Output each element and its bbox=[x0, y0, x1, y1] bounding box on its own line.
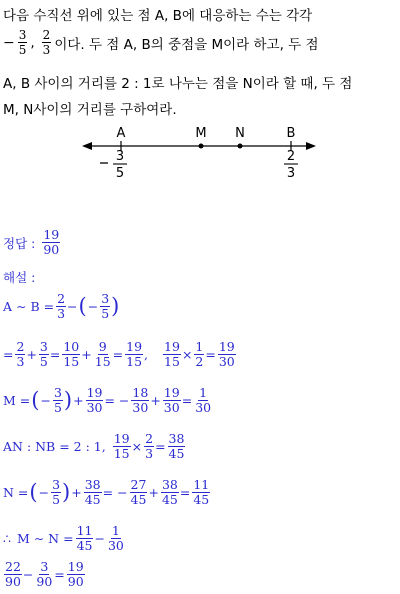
point-b-label: B bbox=[286, 126, 296, 141]
left-arrow-icon bbox=[82, 142, 92, 150]
solution-line-1: A ∼ B = $\frac{2}{3}$ − ( − $\frac{3}{5}$ ) bbox=[3, 291, 120, 321]
answer-value: $\frac{19}{90}$ bbox=[43, 227, 60, 257]
answer-label: 정답 : bbox=[3, 235, 36, 251]
point-n-label: N bbox=[235, 126, 245, 141]
question-line-2: − $\frac{3}{5}$ , $\frac{2}{3}$ 이다. 두 점 A, B의 중점을 M이라 하고, 두 점 bbox=[3, 28, 319, 57]
question-line-4: M, N사이의 거리를 구하여라. bbox=[3, 102, 177, 118]
value-b: $\frac{2}{3}$ bbox=[42, 28, 51, 57]
question-line-3: A, B 사이의 거리를 2 : 1로 나누는 점을 N이라 할 때, 두 점 bbox=[3, 76, 353, 92]
solution-line-5: N = ( − $\frac{3}{5}$ ) + $\frac{38}{45}$ = − $\frac{27}{45}$ + $\frac{38}{45}$ = $\frac{11}{45}$ bbox=[3, 477, 210, 507]
point-m-dot bbox=[199, 144, 204, 149]
point-a-label: A bbox=[116, 126, 126, 141]
solution-line-2: = $\frac{2}{3}$ + $\frac{3}{5}$ = $\frac{10}{15}$ + $\frac{9}{15}$ = $\frac{19}{15}$ , $\frac{19}{15}$ × $\frac{1}{2}$ = $\frac{19}{30}$ bbox=[3, 339, 235, 369]
solution-line-6: ∴ M ∼ N = $\frac{11}{45}$ − $\frac{1}{30}$ bbox=[3, 523, 124, 553]
solution-line-7: $\frac{22}{90}$ − $\frac{3}{90}$ = $\frac{19}{90}$ bbox=[5, 559, 84, 589]
a-value-den: 5 bbox=[115, 166, 125, 181]
right-arrow-icon bbox=[306, 142, 316, 150]
number-line-figure bbox=[0, 120, 400, 190]
question-line-1: 다음 수직선 위에 있는 점 A, B에 대응하는 수는 각각 bbox=[3, 8, 313, 24]
solution-line-3: M = ( − $\frac{3}{5}$ ) + $\frac{19}{30}$ = − $\frac{18}{30}$ + $\frac{19}{30}$ = $\frac{1}{30}$ bbox=[3, 385, 212, 415]
point-n-dot bbox=[238, 144, 243, 149]
point-m-label: M bbox=[195, 126, 207, 141]
a-value-num: 3 bbox=[115, 149, 125, 164]
solution-label: 해설 : bbox=[3, 270, 36, 285]
value-a: − $\frac{3}{5}$ bbox=[3, 28, 27, 57]
b-value-den: 3 bbox=[286, 166, 296, 181]
answer bbox=[3, 228, 61, 257]
b-value-num: 2 bbox=[286, 149, 296, 164]
solution-line-4: AN : NB = 2 : 1, $\frac{19}{15}$ × $\frac{2}{3}$ = $\frac{38}{45}$ bbox=[3, 431, 185, 461]
